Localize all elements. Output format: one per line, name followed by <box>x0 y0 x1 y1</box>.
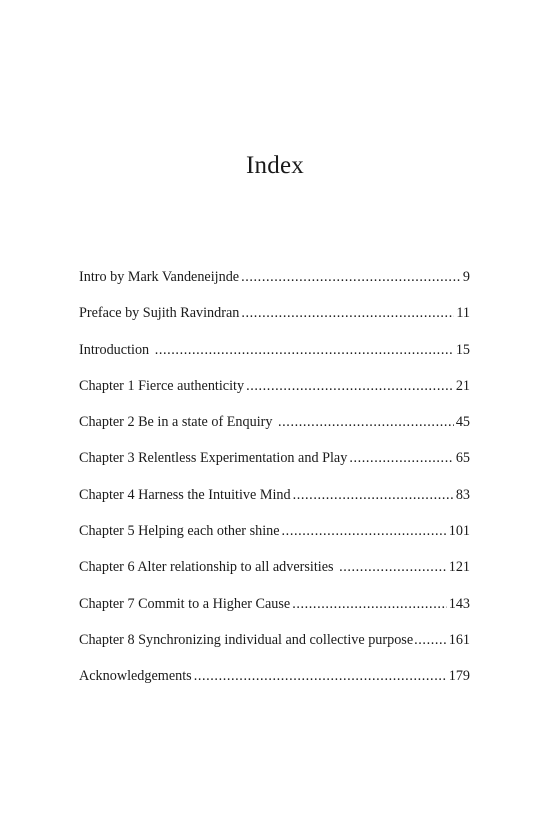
toc-entry-page: 83 <box>455 486 470 503</box>
dot-leader <box>241 305 454 322</box>
dot-leader <box>194 668 447 685</box>
dot-leader <box>246 378 454 395</box>
dot-leader <box>339 559 447 576</box>
toc-entry-title: Chapter 1 Fierce authenticity <box>79 377 245 394</box>
toc-entry-page: 121 <box>448 559 470 576</box>
toc-entry-page: 101 <box>448 523 470 540</box>
toc-entry-title: Chapter 3 Relentless Experimentation and Play <box>79 450 348 467</box>
toc-entry-chapter-2[interactable] <box>79 414 470 450</box>
toc-entry-chapter-1[interactable] <box>79 378 470 414</box>
toc-entry-page: 161 <box>448 631 470 648</box>
toc-entry-title: Introduction <box>79 341 153 358</box>
dot-leader <box>293 487 454 504</box>
toc-entry-page: 179 <box>448 668 470 685</box>
toc-entry-title: Intro by Mark Vandeneijnde <box>79 269 240 285</box>
toc-entry-chapter-4[interactable] <box>79 487 470 523</box>
toc-entry-title: Chapter 5 Helping each other shine <box>79 523 280 540</box>
toc-entry-chapter-8[interactable] <box>79 632 470 668</box>
toc-entry-introduction[interactable] <box>79 342 470 378</box>
toc-entry-title: Chapter 6 Alter relationship to all adversities <box>79 559 338 576</box>
toc-entry-page: 15 <box>455 341 470 358</box>
page-title: Index <box>246 152 304 179</box>
toc-entry-chapter-7[interactable] <box>79 596 470 632</box>
toc-entry-title: Chapter 2 Be in a state of Enquiry <box>79 414 276 431</box>
table-of-contents <box>79 269 470 705</box>
dot-leader <box>282 523 447 540</box>
toc-entry-title: Chapter 4 Harness the Intuitive Mind <box>79 486 291 503</box>
dot-leader <box>349 450 453 467</box>
toc-entry-title: Chapter 7 Commit to a Higher Cause <box>79 595 291 612</box>
toc-entry-intro[interactable] <box>79 269 470 305</box>
toc-entry-title: Acknowledgements <box>79 668 192 685</box>
toc-entry-title: Chapter 8 Synchronizing individual and collective purpose <box>79 631 414 648</box>
toc-entry-page: 11 <box>456 305 470 322</box>
dot-leader <box>241 269 461 286</box>
dot-leader <box>278 414 454 431</box>
toc-entry-page: 9 <box>462 269 470 285</box>
toc-entry-page: 21 <box>455 377 470 394</box>
toc-entry-acknowledgements[interactable] <box>79 668 470 704</box>
toc-entry-chapter-3[interactable] <box>79 450 470 486</box>
toc-entry-preface[interactable] <box>79 305 470 341</box>
toc-entry-page: 143 <box>448 595 470 612</box>
toc-entry-page: 45 <box>455 414 470 431</box>
toc-entry-title: Preface by Sujith Ravindran <box>79 305 240 322</box>
dot-leader <box>155 342 454 359</box>
toc-entry-page: 65 <box>455 450 470 467</box>
toc-entry-chapter-5[interactable] <box>79 523 470 559</box>
toc-entry-chapter-6[interactable] <box>79 559 470 595</box>
dot-leader <box>292 596 447 613</box>
dot-leader <box>414 632 448 649</box>
